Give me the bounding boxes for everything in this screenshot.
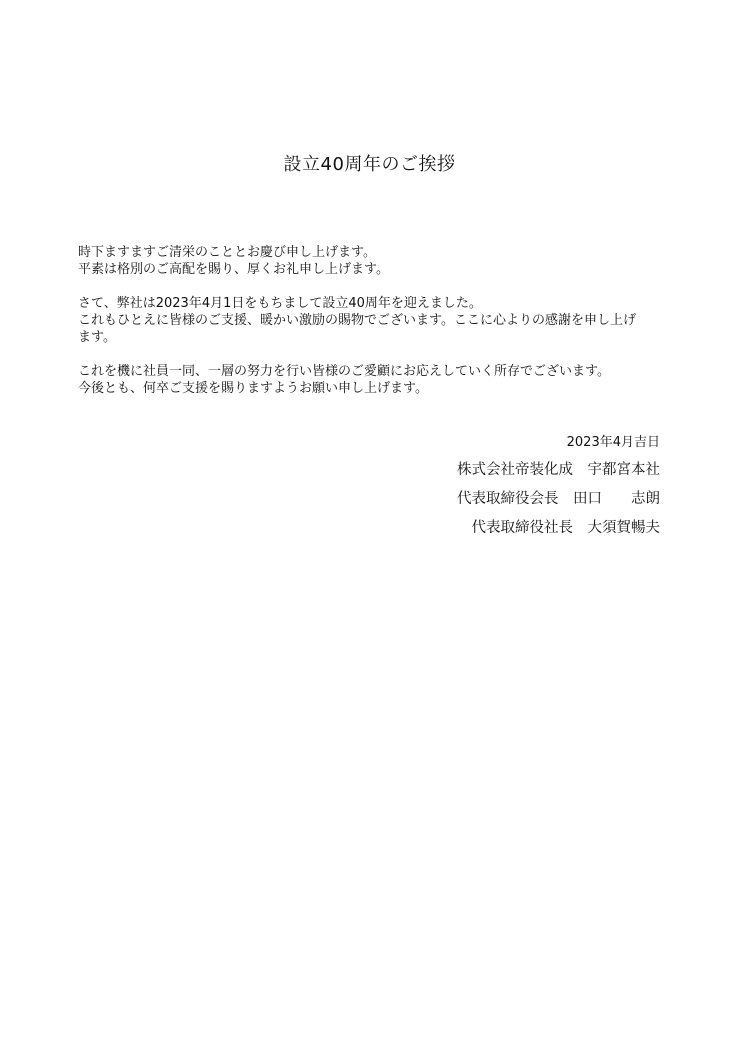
paragraph-line: 今後とも、何卒ご支援を賜りますようお願い申し上げます。 xyxy=(78,381,428,396)
letter-date: 2023年4月吉日 xyxy=(566,435,660,450)
paragraph-closing xyxy=(78,363,668,397)
paragraph-line: これを機に社員一同、一層の努力を行い皆様のご愛顧にお応えしていく所存でございます。 xyxy=(78,364,610,379)
signature-president: 代表取締役社長 大須賀暢夫 xyxy=(471,520,660,536)
paragraph-line: 時下ますますご清栄のこととお慶び申し上げます。 xyxy=(78,245,376,260)
signature-chairman: 代表取締役会長 田口 志朗 xyxy=(457,491,660,507)
signature-block xyxy=(457,434,660,548)
letter-body xyxy=(78,244,668,414)
paragraph-greeting xyxy=(78,244,668,278)
signature-company: 株式会社帝装化成 宇都宮本社 xyxy=(457,462,660,478)
paragraph-line: さて、弊社は2023年4月1日をもちまして設立40周年を迎えました。 xyxy=(78,296,482,311)
paragraph-line: ます。 xyxy=(78,330,116,345)
document-title: 設立40周年のご挨拶 xyxy=(283,154,456,175)
paragraph-line: 平素は格別のご高配を賜り、厚くお礼申し上げます。 xyxy=(78,262,389,277)
paragraph-line: これもひとえに皆様のご支援、暖かい激励の賜物でございます。ここに心よりの感謝を申し上げ xyxy=(78,313,636,328)
paragraph-announcement xyxy=(78,295,668,346)
